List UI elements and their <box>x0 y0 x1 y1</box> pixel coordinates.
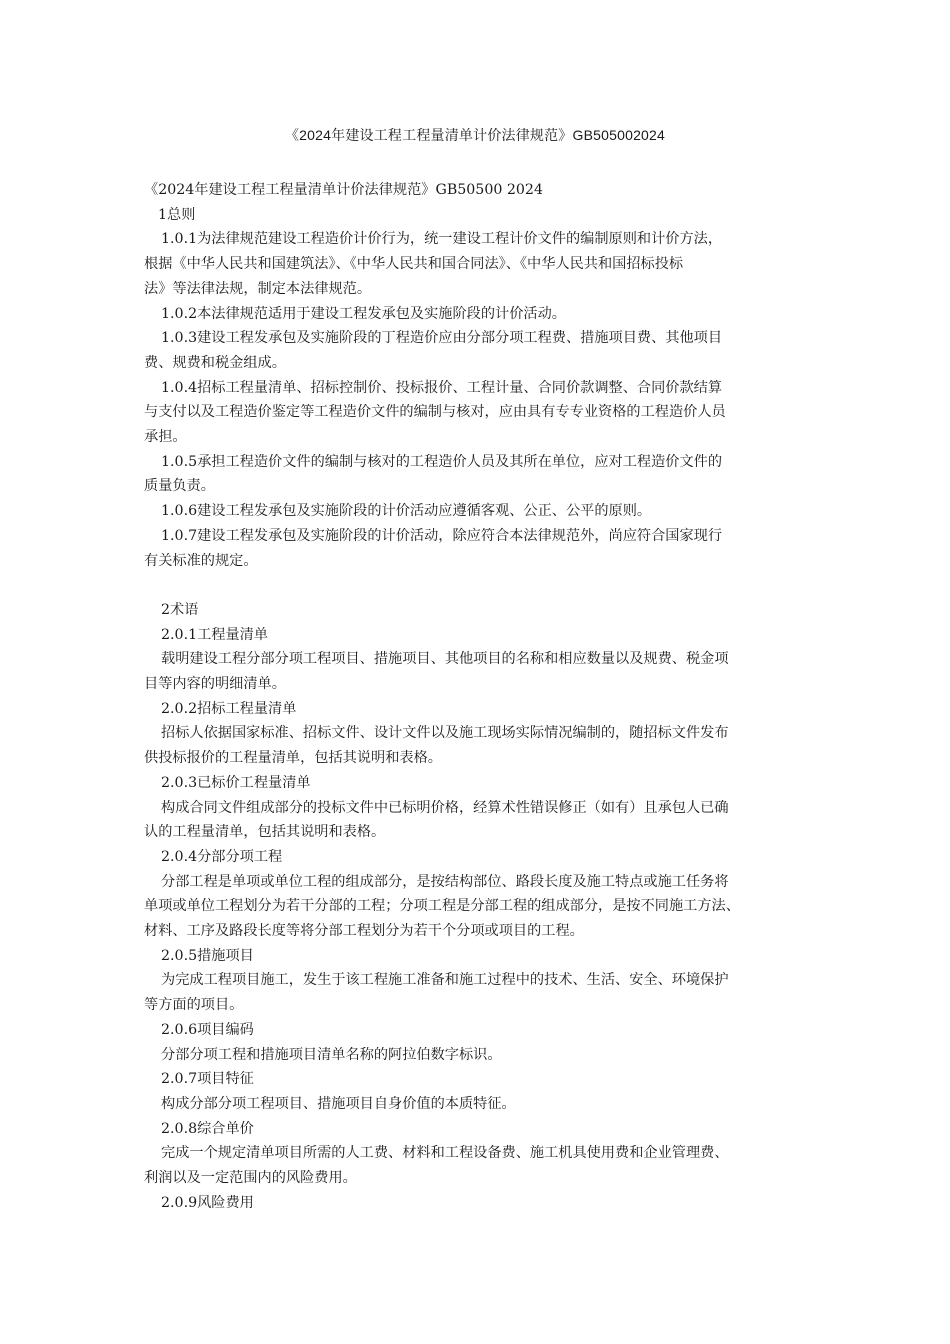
chapter-2-heading: 2术语 <box>161 601 199 618</box>
clause-1-0-7 <box>144 524 810 573</box>
clause-1-0-4 <box>144 376 810 450</box>
term-2-0-5-definition <box>144 968 810 1017</box>
definition-line: 招标人依据国家标准、招标文件、设计文件以及施工现场实际情况编制的，随招标文件发布 <box>161 725 729 742</box>
term-2-0-4-heading: 2.0.4分部分项工程 <box>161 848 283 865</box>
definition-line: 载明建设工程分部分项工程项目、措施项目、其他项目的名称和相应数量以及规费、税金项 <box>161 651 729 668</box>
term-2-0-9-heading: 2.0.9风险费用 <box>161 1194 254 1211</box>
term-2-0-3-heading: 2.0.3已标价工程量清单 <box>161 774 311 791</box>
clause-line: 1.0.7建设工程发承包及实施阶段的计价活动，除应符合本法律规范外，尚应符合国家现行 <box>161 527 723 544</box>
page-header-title: 《2024年建设工程工程量清单计价法律规范》GB505002024 <box>284 127 666 143</box>
definition-line: 构成分部分项工程项目、措施项目自身价值的本质特征。 <box>161 1096 516 1112</box>
chapter-1-heading: 1总则 <box>158 206 196 223</box>
definition-line: 利润以及一定范围内的风险费用。 <box>144 1170 357 1187</box>
clause-line: 1.0.4招标工程量清单、招标控制价、投标报价、工程计量、合同价款调整、合同价款结算 <box>161 379 723 396</box>
clause-line: 1.0.2本法律规范适用于建设工程发承包及实施阶段的计价活动。 <box>161 305 566 322</box>
definition-line: 分部分项工程和措施项目清单名称的阿拉伯数字标识。 <box>161 1046 502 1063</box>
clause-line: 费、规费和税金组成。 <box>144 354 286 371</box>
definition-line: 等方面的项目。 <box>144 997 244 1014</box>
clause-line: 法》等法律法规，制定本法律规范。 <box>144 280 372 297</box>
definition-line: 单项或单位工程划分为若干分部的工程；分项工程是分部工程的组成部分，是按不同施工方法、 <box>144 898 740 915</box>
term-2-0-6-heading: 2.0.6项目编码 <box>161 1021 254 1038</box>
term-2-0-8-heading: 2.0.8综合单价 <box>161 1120 254 1137</box>
term-2-0-1-definition <box>144 647 810 696</box>
definition-line: 认的工程量清单，包括其说明和表格。 <box>144 824 386 841</box>
definition-line: 为完成工程项目施工，发生于该工程施工准备和施工过程中的技术、生活、安全、环境保护 <box>161 972 729 989</box>
clause-1-0-3 <box>144 326 810 375</box>
clause-1-0-5 <box>144 450 810 499</box>
clause-line: 有关标准的规定。 <box>144 552 258 569</box>
clause-1-0-1 <box>144 227 810 301</box>
definition-line: 材料、工序及路段长度等将分部工程划分为若干个分项或项目的工程。 <box>144 923 584 940</box>
clause-1-0-6 <box>144 499 810 524</box>
section-spacer <box>144 573 810 598</box>
definition-line: 供投标报价的工程量清单，包括其说明和表格。 <box>144 750 442 767</box>
clause-line: 与支付以及工程造价鉴定等工程造价文件的编制与核对，应由具有专专业资格的工程造价人员 <box>144 404 726 421</box>
clause-1-0-2 <box>144 302 810 327</box>
document-title-line: 《2024年建设工程工程量清单计价法律规范》GB50500 2024 <box>144 182 543 198</box>
clause-line: 1.0.1为法律规范建设工程造价计价行为，统一建设工程计价文件的编制原则和计价方法， <box>161 231 723 248</box>
definition-line: 构成合同文件组成部分的投标文件中已标明价格，经算术性错误修正（如有）且承包人已确 <box>161 799 729 816</box>
term-2-0-8-definition <box>144 1141 810 1190</box>
clause-line: 1.0.5承担工程造价文件的编制与核对的工程造价人员及其所在单位，应对工程造价文件的 <box>161 453 723 470</box>
clause-line: 根据《中华人民共和国建筑法》、《中华人民共和国合同法》、《中华人民共和国招标投标 <box>144 256 684 273</box>
clause-line: 1.0.3建设工程发承包及实施阶段的丁程造价应由分部分项工程费、措施项目费、其他项目 <box>161 330 723 347</box>
term-2-0-2-heading: 2.0.2招标工程量清单 <box>161 700 297 717</box>
term-2-0-7-heading: 2.0.7项目特征 <box>161 1071 254 1088</box>
term-2-0-6-definition <box>144 1043 810 1068</box>
clause-line: 质量负责。 <box>144 478 215 495</box>
clause-line: 1.0.6建设工程发承包及实施阶段的计价活动应遵循客观、公正、公平的原则。 <box>161 503 652 520</box>
definition-line: 完成一个规定清单项目所需的人工费、材料和工程设备费、施工机具使用费和企业管理费、 <box>161 1145 729 1162</box>
clause-line: 承担。 <box>144 429 187 446</box>
term-2-0-5-heading: 2.0.5措施项目 <box>161 947 254 964</box>
definition-line: 目等内容的明细清单。 <box>144 676 286 693</box>
term-2-0-2-definition <box>144 721 810 770</box>
term-2-0-7-definition <box>144 1092 810 1117</box>
document-body <box>144 178 810 1216</box>
definition-line: 分部工程是单项或单位工程的组成部分，是按结构部位、路段长度及施工特点或施工任务将 <box>161 873 729 890</box>
term-2-0-3-definition <box>144 796 810 845</box>
term-2-0-4-definition <box>144 870 810 944</box>
term-2-0-1-heading: 2.0.1工程量清单 <box>161 626 269 643</box>
